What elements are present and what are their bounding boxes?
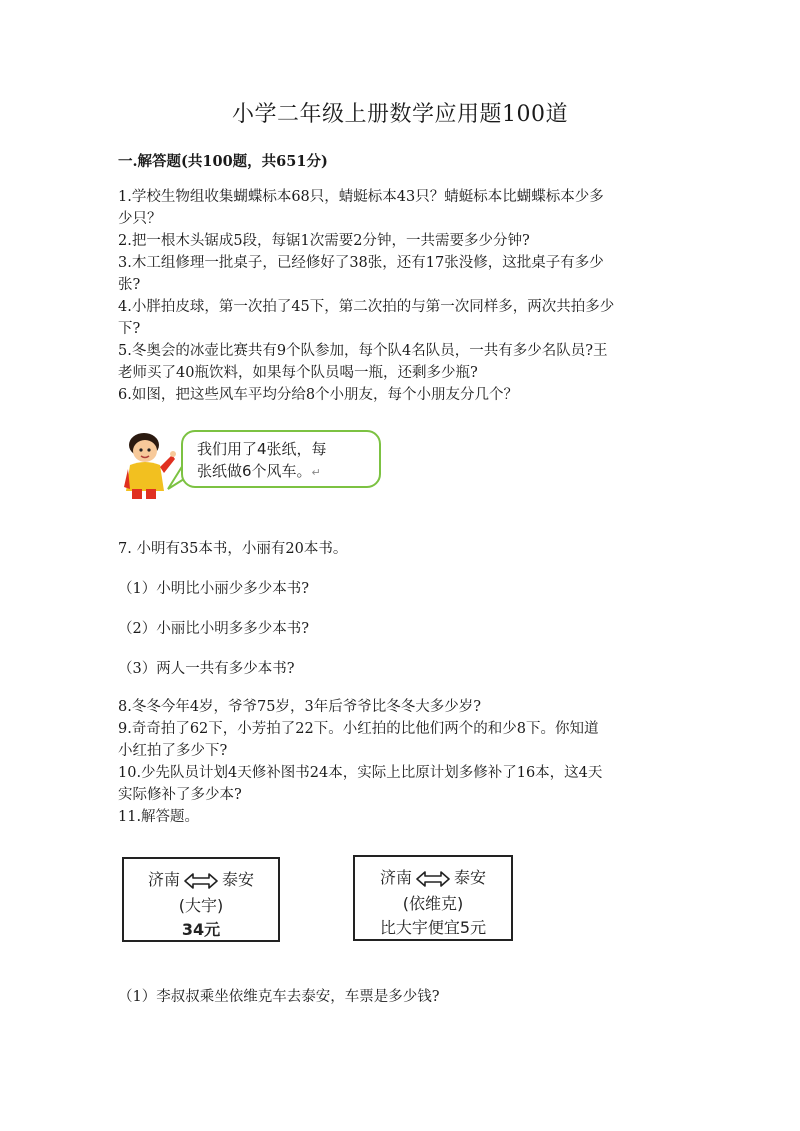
question-3-line-2: 张? xyxy=(118,277,141,293)
question-7: 7. 小明有35本书，小丽有20本书。 xyxy=(118,541,348,557)
question-7-sub-3: （3）两人一共有多少本书? xyxy=(118,661,295,677)
question-11-sub-1: （1）李叔叔乘坐依维克车去泰安，车票是多少钱? xyxy=(118,989,440,1005)
question-5-line-2: 老师买了40瓶饮料，如果每个队员喝一瓶，还剩多少瓶? xyxy=(118,365,478,381)
ticket-daewoo xyxy=(122,857,280,942)
windmill-illustration xyxy=(118,425,388,501)
question-3-line-1: 3.木工组修理一批桌子，已经修好了38张，还有17张没修，这批桌子有多少 xyxy=(118,255,604,271)
ticket-iveco-to: 泰安 xyxy=(454,868,487,887)
question-6: 6.如图，把这些风车平均分给8个小朋友，每个小朋友分几个？ xyxy=(118,387,519,403)
question-2: 2.把一根木头锯成5段，每锯1次需要2分钟，一共需要多少分钟? xyxy=(118,233,530,249)
ticket-daewoo-route xyxy=(124,867,278,890)
question-10-line-2: 实际修补了多少本? xyxy=(118,787,242,803)
question-9-line-2: 小红拍了多少下? xyxy=(118,743,228,759)
question-9-line-1: 9.奇奇拍了62下，小芳拍了22下。小红拍的比他们两个的和少8下。你知道 xyxy=(118,721,599,737)
question-10 xyxy=(118,762,678,806)
ticket-iveco-route xyxy=(355,865,511,888)
question-7-sub-2: （2）小丽比小明多多少本书? xyxy=(118,621,309,637)
double-arrow-icon xyxy=(416,871,450,887)
question-1-line-1: 1.学校生物组收集蝴蝶标本68只，蜻蜓标本43只？蜻蜓标本比蝴蝶标本少多 xyxy=(118,189,604,205)
question-1 xyxy=(118,186,678,230)
question-9 xyxy=(118,718,678,762)
return-mark: ↵ xyxy=(311,466,321,479)
question-4-line-1: 4.小胖拍皮球，第一次拍了45下，第二次拍的与第一次同样多，两次共拍多少 xyxy=(118,299,615,315)
page-title: 小学二年级上册数学应用题100道 xyxy=(232,102,568,127)
double-arrow-icon xyxy=(184,873,218,889)
question-11: 11.解答题。 xyxy=(118,809,200,825)
bubble-line-2 xyxy=(197,460,379,484)
ticket-iveco-vehicle: (依维克) xyxy=(402,894,464,913)
section-heading: 一.解答题(共100题，共651分) xyxy=(118,153,328,170)
ticket-iveco-from: 济南 xyxy=(379,868,412,887)
speech-bubble xyxy=(181,430,381,488)
question-4-line-2: 下? xyxy=(118,321,141,337)
bubble-line-2-text: 张纸做6个风车。 xyxy=(197,462,312,480)
question-3 xyxy=(118,252,678,296)
question-1-line-2: 少只？ xyxy=(118,211,162,227)
ticket-daewoo-price: 34元 xyxy=(181,920,221,939)
question-5 xyxy=(118,340,678,384)
question-4 xyxy=(118,296,678,340)
ticket-iveco-note: 比大宇便宜5元 xyxy=(379,918,487,937)
question-7-sub-1: （1）小明比小丽少多少本书? xyxy=(118,581,309,597)
question-8: 8.冬冬今年4岁，爷爷75岁，3年后爷爷比冬冬大多少岁? xyxy=(118,699,482,715)
question-5-line-1: 5.冬奥会的冰壶比赛共有9个队参加，每个队4名队员，一共有多少名队员?王 xyxy=(118,343,608,359)
bubble-line-1: 我们用了4张纸，每 xyxy=(197,440,327,458)
ticket-iveco xyxy=(353,855,513,941)
ticket-daewoo-vehicle: (大宇) xyxy=(178,896,224,915)
question-10-line-1: 10.少先队员计划4天修补图书24本，实际上比原计划多修补了16本，这4天 xyxy=(118,765,603,781)
ticket-daewoo-to: 泰安 xyxy=(222,870,255,889)
ticket-daewoo-from: 济南 xyxy=(147,870,180,889)
